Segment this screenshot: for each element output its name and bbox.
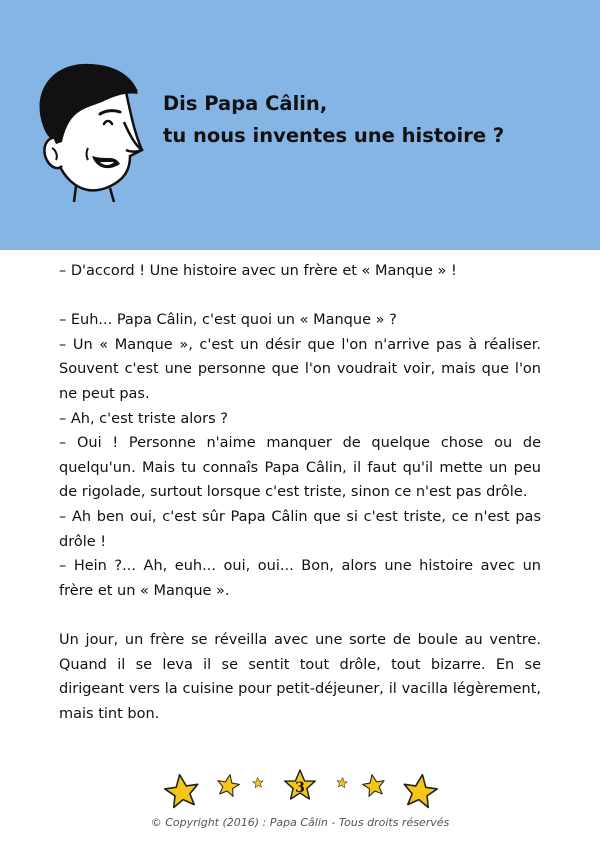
story-paragraph-7: – Ah ben oui, c'est sûr Papa Câlin que si c'est triste, ce n'est pas drôle !	[59, 508, 541, 550]
star-icon	[361, 773, 386, 797]
star-icon	[216, 773, 241, 797]
copyright-notice: © Copyright (2016) : Papa Câlin - Tous droits réservés	[150, 816, 450, 829]
story-paragraph-1: – D'accord ! Une histoire avec un frère et « Manque » !	[59, 263, 457, 279]
star-icon	[252, 777, 263, 788]
page-title	[163, 88, 583, 152]
paragraph-gap	[59, 603, 541, 628]
story-text	[59, 259, 541, 726]
story-paragraph-4: – Un « Manque », c'est un désir que l'on n'arrive pas à réaliser. Souvent c'est une personne que l'on voudrait voir, mais que l'on ne peut pas.	[59, 336, 541, 402]
story-paragraph-10: Un jour, un frère se réveilla avec une sorte de boule au ventre. Quand il se leva il se sentit tout drôle, tout bizarre. En se dirigeant vers la cuisine pour petit-déjeuner, il vacilla légèrement, mais tint bon.	[59, 631, 541, 722]
story-paragraph-6: – Oui ! Personne n'aime manquer de quelque chose ou de quelqu'un. Mais tu connaîs Papa Câlin, il faut qu'il mette un peu de rigolade, surtout lorsque c'est triste, sinon ce n'est pas drôle.	[59, 435, 541, 501]
star-icon	[163, 772, 200, 808]
star-icon	[402, 772, 439, 808]
page-number: 3	[295, 780, 305, 796]
header-banner	[0, 0, 600, 250]
papa-calin-face-icon	[30, 52, 148, 202]
story-paragraph-3: – Euh... Papa Câlin, c'est quoi un « Manque » ?	[59, 312, 397, 329]
story-paragraph-8: – Hein ?... Ah, euh... oui, oui... Bon, alors une histoire avec un frère et un « Manque ».	[59, 558, 541, 599]
star-icon	[336, 777, 348, 788]
title-line-1: Dis Papa Câlin,	[163, 92, 328, 115]
story-paragraph-5: – Ah, c'est triste alors ?	[59, 410, 228, 427]
title-line-2: tu nous inventes une histoire ?	[163, 124, 505, 147]
paragraph-gap	[59, 284, 541, 309]
